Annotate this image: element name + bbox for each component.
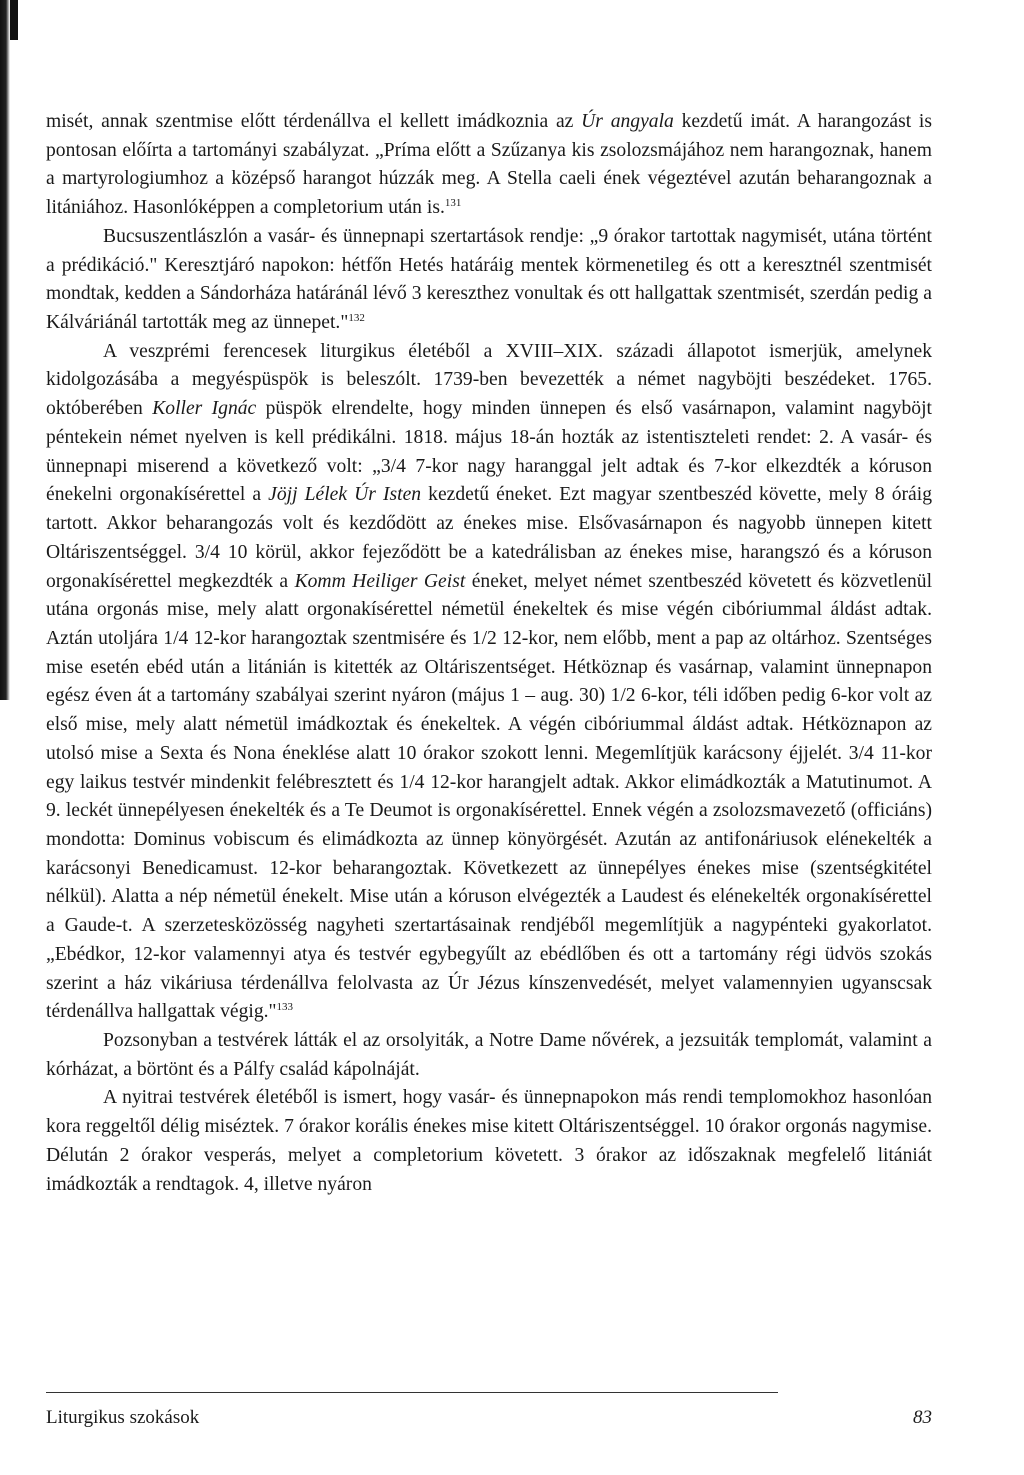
- italic-text: Koller Ignác: [152, 398, 257, 420]
- text-run: kezdetű imát. A harangozást is pontosan előírta a tartományi szabályzat. „Príma előtt a Szűzanya kis zsolozsmájához nem harangoznak, hanem a martyrologiumhoz a középső harangot húzzák meg. A Stella caeli ének végeztével azután beharangoznak a litániához. Hasonlóképpen a completorium után is.: [46, 111, 932, 219]
- paragraph: [46, 108, 932, 223]
- footnote-ref: 132: [348, 312, 365, 325]
- footnote-ref: 131: [444, 197, 462, 210]
- text-run: Bucsuszentlászlón a vasár- és ünnepnapi szertartások rendje: „9 órakor tartottak nagymisét, utána történt a prédikáció." Keresztjáró napokon: hétfőn Hetés határáig mentek körmenetileg és ott a keresztnél szentmisét mondtak, kedden a Sándorháza határánál lévő 3 kereszthez vonultak és ott hallgattak szentmisét, szerdán pedig a Kálváriánál tartották meg az ünnepet.": [46, 225, 932, 334]
- text-run: misét, annak szentmise előtt térdenállva el kellett imádkoznia az: [46, 111, 582, 132]
- text-run: kezdetű éneket. Ezt magyar szentbeszéd követte, mely 8 óráig tartott. Akkor beharangozás volt és kezdődött az énekes mise. Elsővasárnapon és nagyobb ünnepen kitett Oltáriszentséggel. 3/4 10 körül, akkor fejeződött be a katedrálisban az énekes mise, harangszó és a kóruson orgonakísérettel megkezdték a: [46, 484, 932, 592]
- paragraph: [46, 223, 932, 338]
- text-run: A nyitrai testvérek életéből is ismert, hogy vasár- és ünnepnapokon más rendi templomokhoz hasonlóan kora reggeltől délig miséztek. 7 órakor korális énekes mise kitett Oltáriszentséggel. 10 órakor orgonás nagymise. Délután 2 órakor vesperás, melyet a completorium követett. 3 órakor az időszaknak megfelelő litániát imádkozták a rendtagok. 4, illetve nyáron: [46, 1087, 932, 1195]
- paragraph: [46, 338, 932, 1027]
- italic-text: Jöjj Lélek Úr Isten: [268, 484, 422, 506]
- text-run: A veszprémi ferencesek liturgikus életéből a XVIII–XIX. századi állapotot ismerjük, amelynek kidolgozásába a megyéspüspök is beleszólt. 1739-ben bevezették a német nagyböjti beszédeket. 1765. októberében: [46, 340, 932, 420]
- scan-edge: [0, 0, 10, 700]
- text-run: Pozsonyban a testvérek látták el az orsolyiták, a Notre Dame nővérek, a jezsuiták templomát, valamint a kórházat, a börtönt és a Pálfy család kápolnáját.: [46, 1030, 932, 1080]
- body-text: [46, 108, 932, 1199]
- footnote-ref: 133: [276, 1001, 294, 1014]
- italic-text: Komm Heiliger Geist: [294, 570, 466, 592]
- running-title: Liturgikus szokások: [46, 1407, 200, 1428]
- paragraph: [46, 1027, 932, 1084]
- italic-text: Úr angyala: [581, 111, 674, 132]
- text-run: éneket, melyet német szentbeszéd követett és közvetlenül utána orgonás mise, mely alatt orgonakísérettel németül énekeltek és mise végén cibóriummal áldást adtak. Aztán utoljára 1/4 12-kor harangoztak szentmisére és 1/2 12-kor, nem előbb, ment a pap az oltárhoz. Szentséges mise esetén ebéd után a litánián is kitették az Oltáriszentséget. Hétköznap és vasárnap, valamint ünnepnapon egész éven át a tartomány szabályai szerint nyáron (május 1 – aug. 30) 1/2 6-kor, téli időben pedig 6-kor volt az első mise, mely alatt németül imádkoztak és énekeltek. A végén cibóriummal áldást adtak. Hétköznapon az utolsó mise a Sexta és Nona éneklése alatt 10 órakor szokott lenni. Megemlítjük karácsony éjjelét. 3/4 11-kor egy laikus testvér mindenkit felébresztett és 1/4 12-kor harangjelt adtak. Akkor elimádkozták a Matutinumot. A 9. leckét ünnepélyesen énekelték és a Te Deumot is orgonakísérettel. Ennek végén a zsolozsmavezető (officiáns) mondotta: Dominus vobiscum és elimádkozta az ünnep könyörgését. Azután az antifonáriusok elénekelték a karácsonyi Benedicamust. 12-kor beharangoztak. Következett az ünnepélyes énekes mise (szentségkitétel nélkül). Alatta a nép németül énekelt. Mise után a kóruson elvégezték a Laudest és elénekelték orgonakísérettel a Gaude-t. A szerzetesközösség nagyheti szertartásainak rendjéből megemlítjük a nagypénteki gyakorlatot. „Ebédkor, 12-kor valamennyi atya és testvér egybegyűlt az ebédlőben és ott a tartomány régi üdvös szokás szerint a ház vikáriusa térdenállva felolvasta az Úr Jézus kínszenvedését, melyet valamennyien ugyanscsak térdenállva hallgattak végig.": [46, 570, 933, 1023]
- footer-rule: [46, 1392, 778, 1393]
- text-run: püspök elrendelte, hogy minden ünnepen és első vasárnapon, valamint nagyböjt péntekein német nyelven is kell prédikálni. 1818. május 18-án hozták az istentiszteleti rendet: 2. A vasár- és ünnepnapi miserend a következő volt: „3/4 7-kor nagy haranggal jelt adtak és 7-kor elkezdték a kóruson énekelni orgonakísérettel a: [46, 398, 932, 506]
- page-number: 83: [913, 1407, 932, 1428]
- paragraph: [46, 1084, 932, 1199]
